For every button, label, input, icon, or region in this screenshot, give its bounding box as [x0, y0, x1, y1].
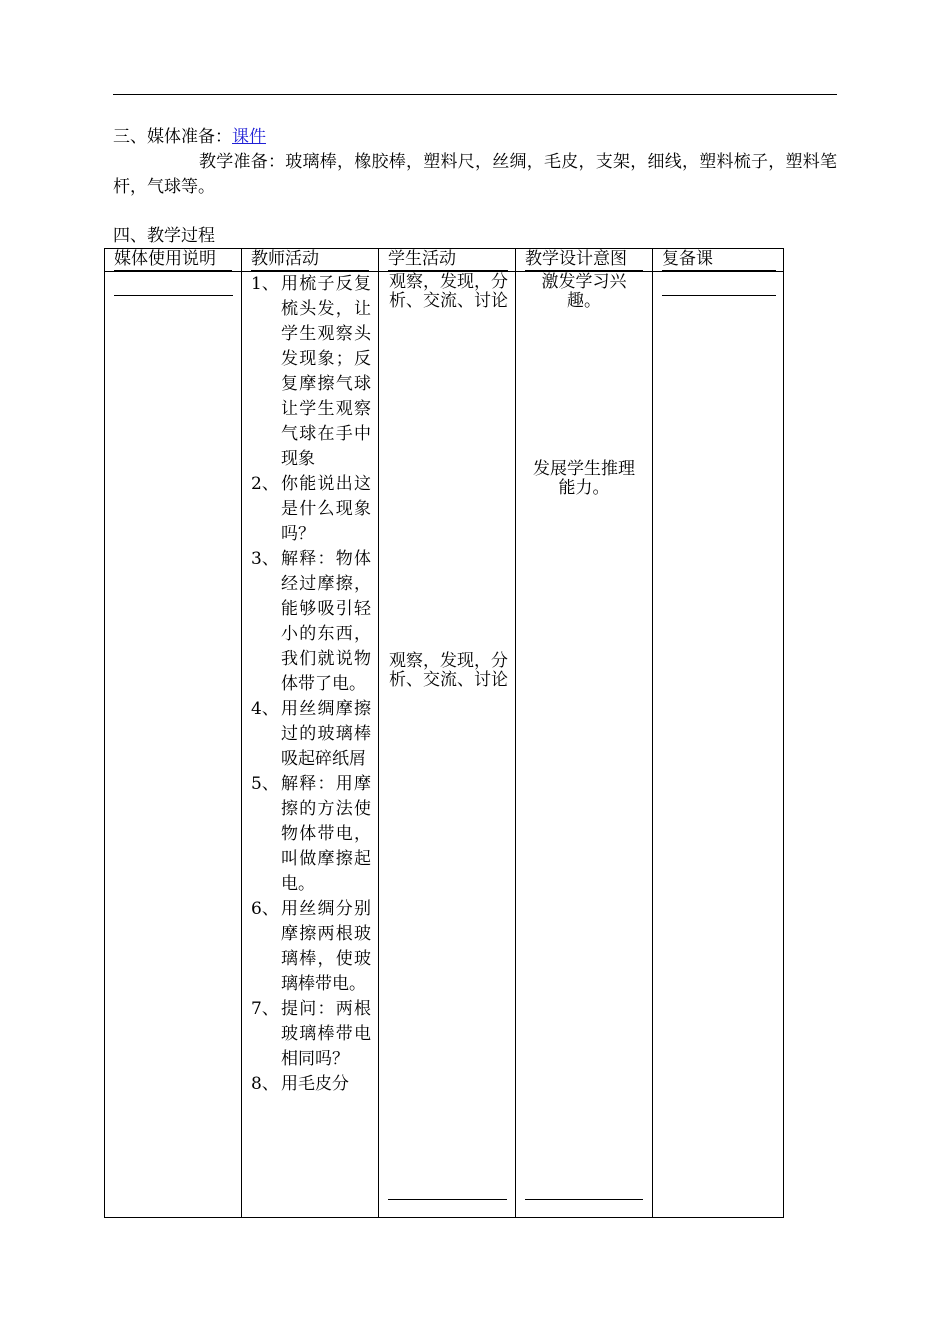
header-underline	[525, 270, 643, 271]
student-cell-line	[388, 1199, 507, 1200]
student-activity-1: 观察，发现，分析、交流、讨论	[389, 272, 508, 311]
header-student: 学生活动	[388, 249, 456, 269]
col-divider	[515, 249, 516, 1217]
teaching-process-table	[104, 248, 784, 1218]
header-design: 教学设计意图	[525, 249, 627, 269]
header-underline	[662, 270, 776, 271]
header-review: 复备课	[662, 249, 713, 269]
list-item: 6、 用丝绸分别摩擦两根玻璃棒，使玻璃棒带电。	[251, 899, 371, 994]
media-prep-label: 三、媒体准备：	[113, 127, 232, 147]
header-teacher: 教师活动	[251, 249, 319, 269]
list-item: 2、 你能说出这是什么现象吗？	[251, 474, 371, 544]
header-underline	[388, 270, 508, 271]
list-item: 7、 提问：两根玻璃棒带电相同吗？	[251, 999, 371, 1069]
courseware-link[interactable]: 课件	[232, 127, 266, 147]
col-divider	[652, 249, 653, 1217]
design-cell-line	[525, 1199, 643, 1200]
design-intent-2: 发展学生推理能力。	[533, 459, 635, 498]
list-item: 8、 用毛皮分	[251, 1074, 349, 1094]
header-media: 媒体使用说明	[114, 249, 216, 269]
student-activity-2: 观察，发现，分析、交流、讨论	[389, 651, 508, 690]
media-cell-line	[114, 295, 233, 296]
list-item: 5、 解释：用摩擦的方法使物体带电，叫做摩擦起电。	[251, 774, 371, 894]
header-rule	[113, 94, 837, 95]
teacher-activity-list	[251, 272, 371, 1097]
review-cell-line	[662, 295, 776, 296]
design-intent-1: 激发学习兴趣。	[541, 272, 627, 311]
list-item: 4、 用丝绸摩擦过的玻璃棒吸起碎纸屑	[251, 699, 371, 769]
teaching-prep-text: 教学准备：玻璃棒，橡胶棒，塑料尺，丝绸，毛皮，支架，细线，塑料梳子，塑料笔杆，气球等。	[113, 152, 837, 197]
process-title: 四、教学过程	[113, 226, 215, 246]
list-item: 3、 解释：物体经过摩擦，能够吸引轻小的东西，我们就说物体带了电。	[251, 549, 371, 694]
media-prep-line	[113, 125, 266, 150]
header-underline	[114, 270, 232, 271]
header-underline	[251, 270, 369, 271]
list-item: 1、 用梳子反复梳头发，让学生观察头发现象；反复摩擦气球让学生观察气球在手中现象	[251, 274, 371, 469]
col-divider	[241, 249, 242, 1217]
col-divider	[378, 249, 379, 1217]
